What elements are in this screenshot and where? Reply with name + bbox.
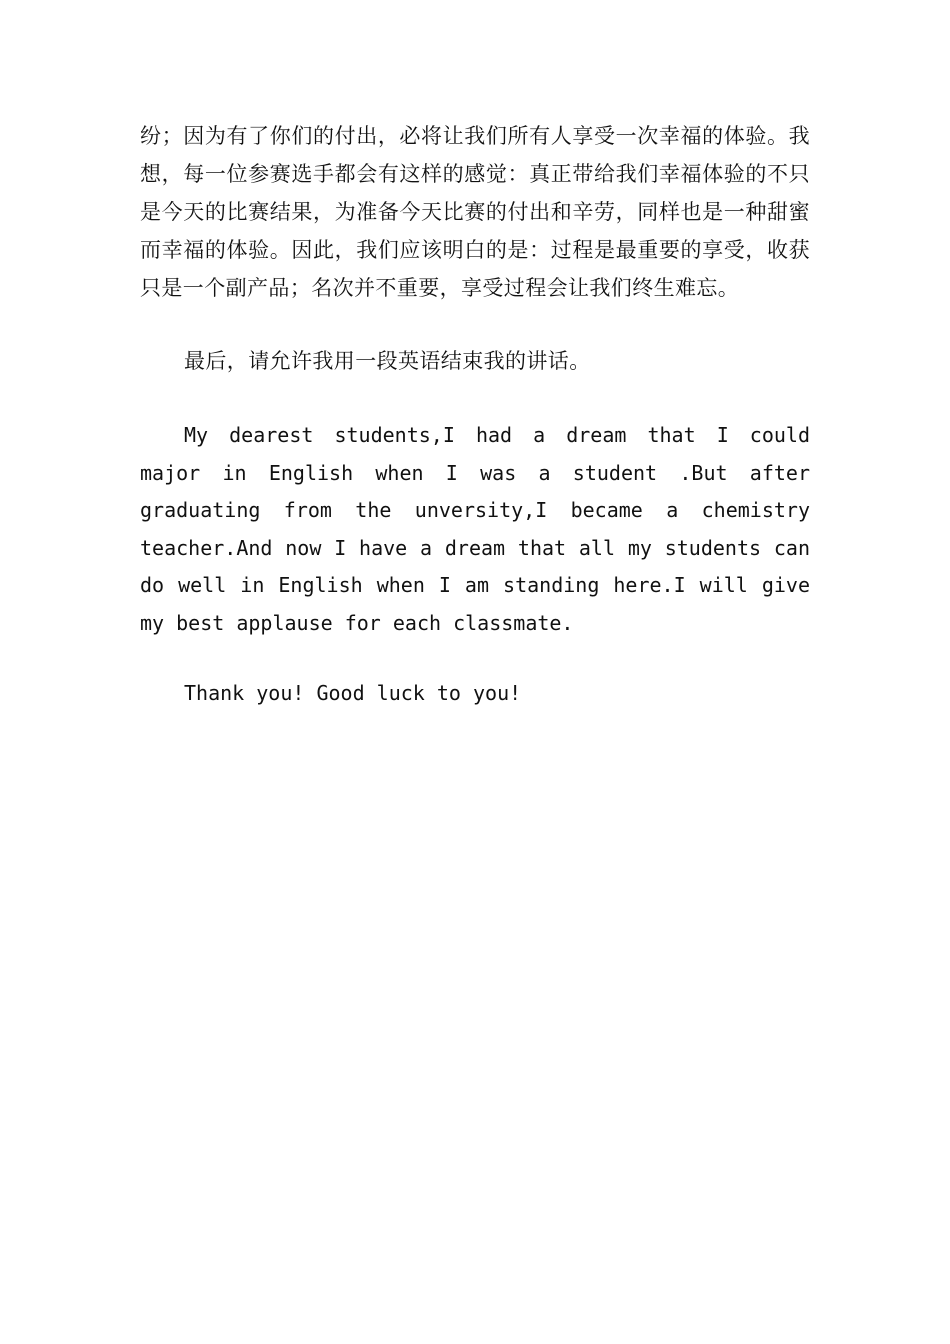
document-body (140, 117, 810, 713)
paragraph-english-speech: My dearest students,I had a dream that I could major in English when I was a student .But after graduating from the unversity,I became a chemistry teacher.And now I have a dream that all my students can do well in English when I am standing here.I will give my best applause for each classmate. (140, 423, 810, 635)
paragraph-thank-you: Thank you! Good luck to you! (184, 681, 522, 705)
paragraph-continuation: 纷；因为有了你们的付出，必将让我们所有人享受一次幸福的体验。我想，每一位参赛选手都会有这样的感觉：真正带给我们幸福体验的不只是今天的比赛结果，为准备今天比赛的付出和辛劳，同样也是一种甜蜜而幸福的体验。因此，我们应该明白的是：过程是最重要的享受，收获只是一个副产品；名次并不重要，享受过程会让我们终生难忘。 (140, 124, 810, 300)
paragraph-closing-intro: 最后，请允许我用一段英语结束我的讲话。 (184, 349, 591, 373)
